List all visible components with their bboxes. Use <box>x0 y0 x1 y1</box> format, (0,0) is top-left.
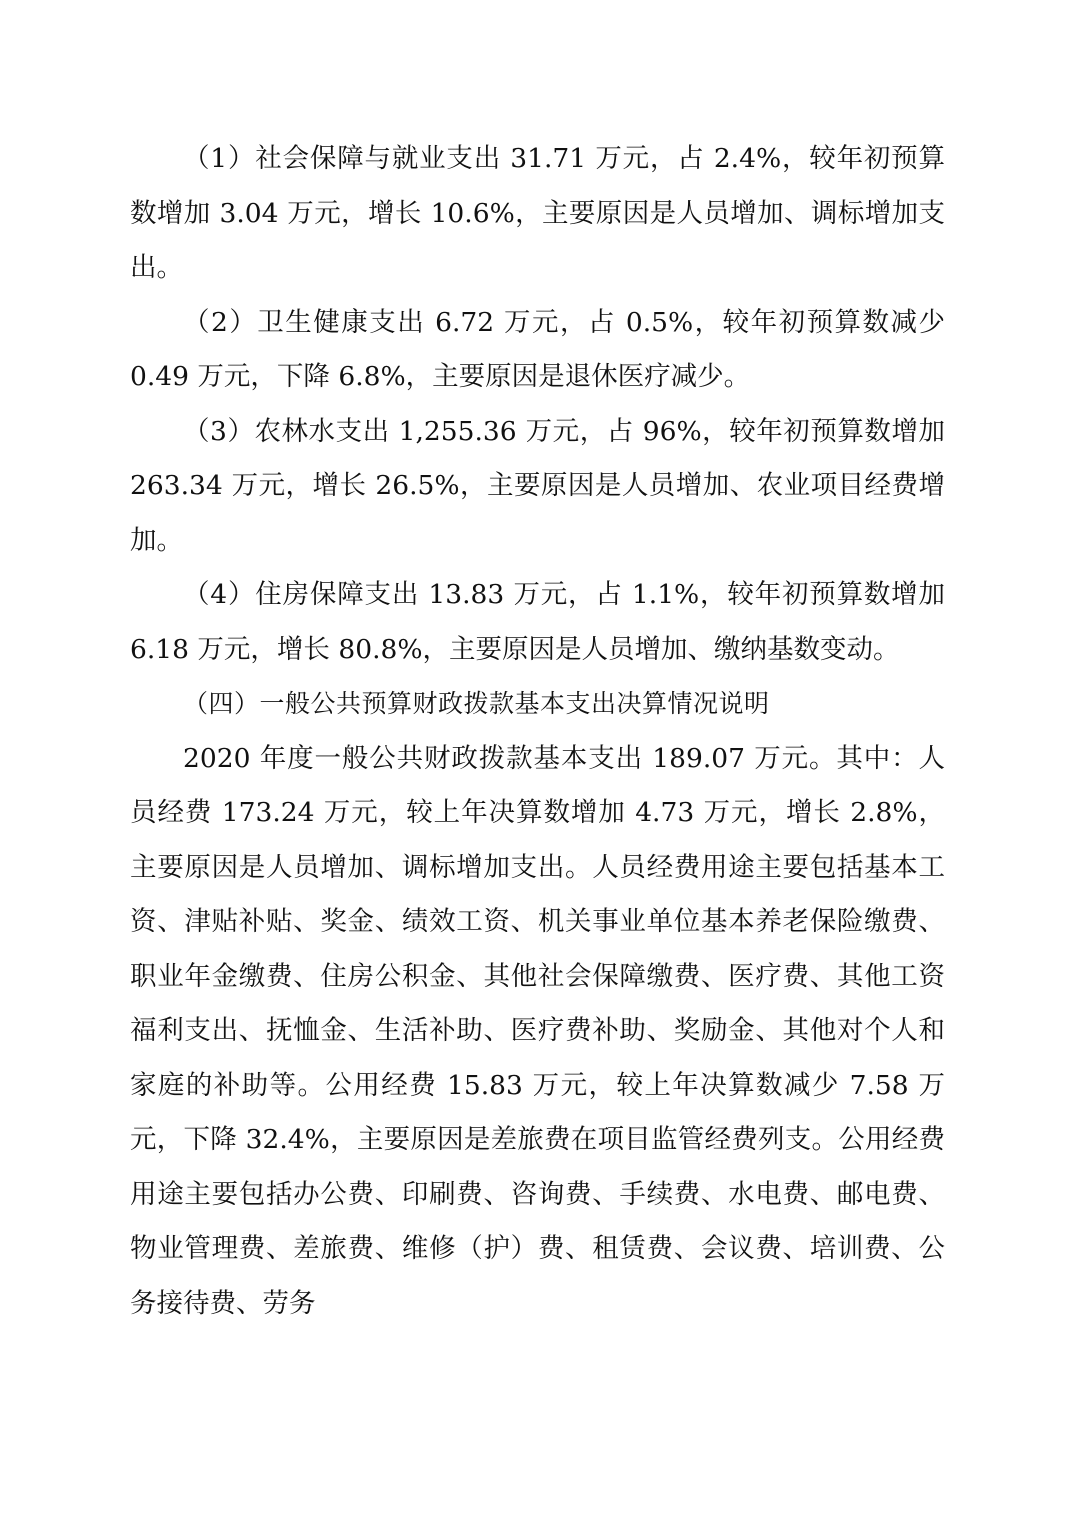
document-page <box>130 132 945 1331</box>
section-heading: （四）一般公共预算财政拨款基本支出决算情况说明 <box>183 689 770 718</box>
paragraph-housing: （4）住房保障支出 13.83 万元，占 1.1%，较年初预算数增加 6.18 万元，增长 80.8%，主要原因是人员增加、缴纳基数变动。 <box>130 579 945 665</box>
paragraph-agriculture: （3）农林水支出 1,255.36 万元，占 96%，较年初预算数增加 263.34 万元，增长 26.5%，主要原因是人员增加、农业项目经费增加。 <box>130 415 945 556</box>
paragraph-social-security: （1）社会保障与就业支出 31.71 万元，占 2.4%，较年初预算数增加 3.04 万元，增长 10.6%，主要原因是人员增加、调标增加支出。 <box>130 143 945 283</box>
paragraph-health: （2）卫生健康支出 6.72 万元，占 0.5%，较年初预算数减少 0.49 万元，下降 6.8%，主要原因是退休医疗减少。 <box>130 306 945 392</box>
paragraph-basic-expenditure: 2020 年度一般公共财政拨款基本支出 189.07 万元。其中：人员经费 173.24 万元，较上年决算数增加 4.73 万元，增长 2.8%，主要原因是人员增加、调标增加支出。人员经费用途主要包括基本工资、津贴补贴、奖金、绩效工资、机关事业单位基本养老保险缴费、职业年金缴费、住房公积金、其他社会保障缴费、医疗费、其他工资福利支出、抚恤金、生活补助、医疗费补助、奖励金、其他对个人和家庭的补助等。公用经费 15.83 万元，较上年决算数减少 7.58 万元，下降 32.4%，主要原因是差旅费在项目监管经费列支。公用经费用途主要包括办公费、印刷费、咨询费、手续费、水电费、邮电费、物业管理费、差旅费、维修（护）费、租赁费、会议费、培训费、公务接待费、劳务 <box>130 742 945 1319</box>
